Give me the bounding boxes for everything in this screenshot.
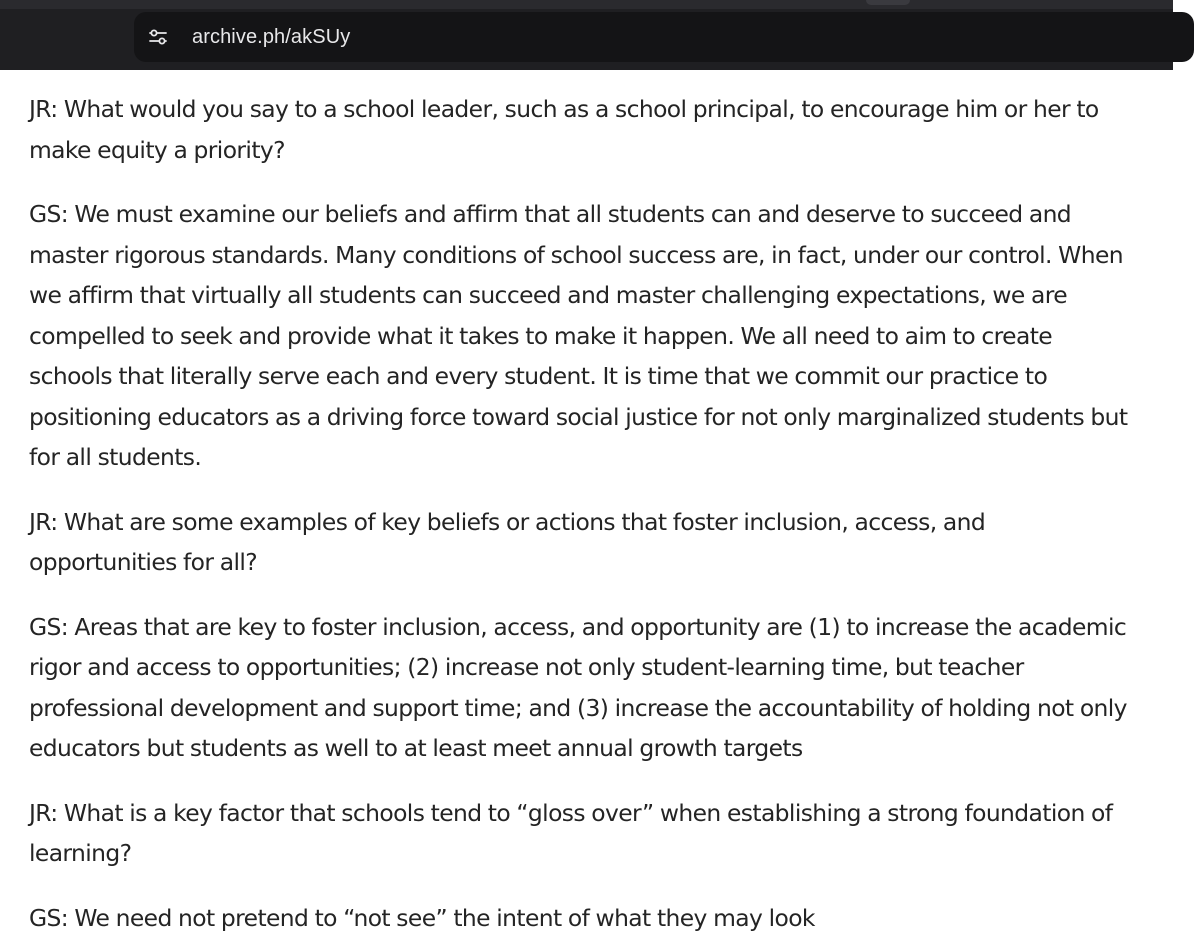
tab-edge[interactable] <box>866 0 910 5</box>
interview-answer-partial: GS: We need not pretend to “not see” the intent of what they may look <box>29 903 815 932</box>
tune-sliders-icon[interactable] <box>148 27 168 47</box>
address-bar[interactable] <box>134 12 1194 62</box>
interview-question: JR: What is a key factor that schools tend to “gloss over” when establishing a strong foundation of learning? <box>29 798 1113 867</box>
browser-toolbar <box>0 0 1173 70</box>
interview-question: JR: What would you say to a school leader, such as a school principal, to encourage him or her to make equity a priority? <box>29 95 1099 164</box>
interview-answer: GS: Areas that are key to foster inclusion, access, and opportunity are (1) to increase the academic rigor and access to opportunities; (2) increase not only student-learning time, but teacher professional development and support time; and (3) increase the accountability of holding not only educators but students as well to at least meet annual growth targets <box>29 612 1127 762</box>
interview-question: JR: What are some examples of key beliefs or actions that foster inclusion, access, and opportunities for all? <box>29 507 986 576</box>
tab-strip <box>0 0 1173 9</box>
interview-answer: GS: We must examine our beliefs and affirm that all students can and deserve to succeed and master rigorous standards. Many conditions of school success are, in fact, under our control. When we affirm that virtually all students can succeed and master challenging expectations, we are compelled to seek and provide what it takes to make it happen. We all need to aim to create schools that literally serve each and every student. It is time that we commit our practice to positioning educators as a driving force toward social justice for not only marginalized students but for all students. <box>29 200 1128 471</box>
url-text[interactable]: archive.ph/akSUy <box>192 25 351 48</box>
article-body <box>29 89 1139 932</box>
